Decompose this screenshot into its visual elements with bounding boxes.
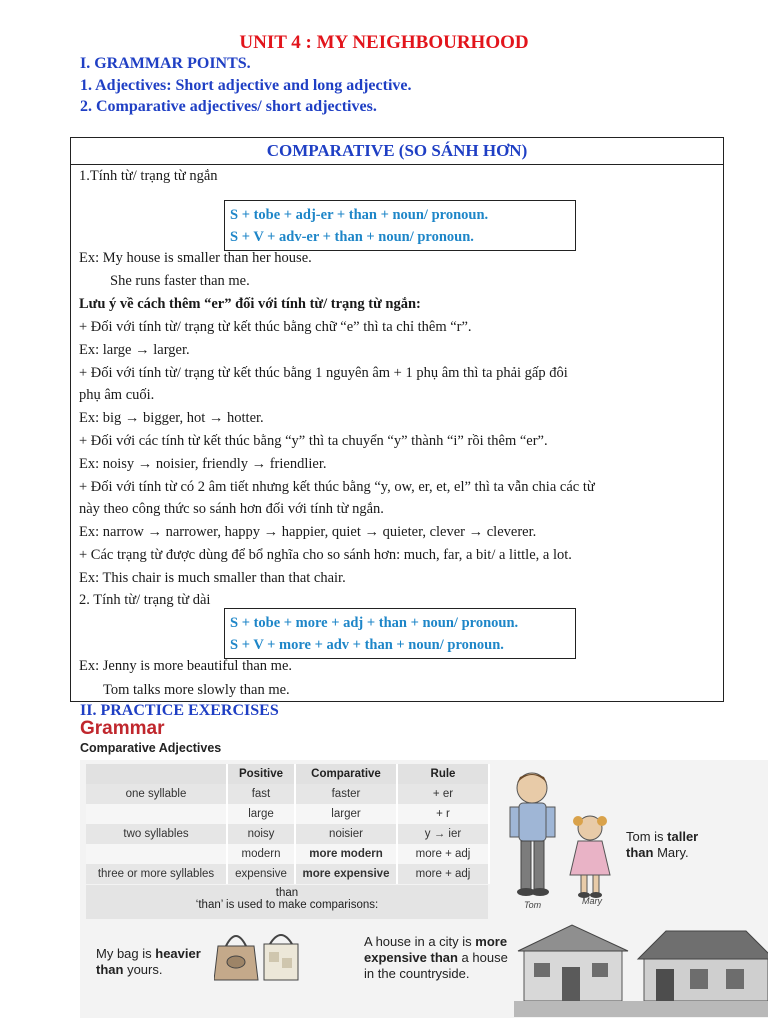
table-cell: + er — [397, 784, 489, 804]
table-row — [86, 804, 489, 824]
box-line: 1.Tính từ/ trạng từ ngắn — [79, 168, 218, 184]
house-caption — [364, 934, 508, 982]
table-cell: more modern — [295, 844, 397, 864]
comparative-heading: COMPARATIVE (SO SÁNH HƠN) — [71, 138, 723, 165]
table-row — [86, 784, 489, 804]
box-line: + Đối với tính từ/ trạng từ kết thúc bằng chữ “e” thì ta chỉ thêm “r”. — [79, 319, 472, 335]
than-note-row — [86, 885, 488, 919]
caption-text: Mary. — [653, 845, 689, 860]
table-cell: faster — [295, 784, 397, 804]
mary-label: Mary — [582, 896, 602, 906]
table-header: Rule — [397, 764, 489, 784]
formula-line: S + tobe + more + adj + than + noun/ pronoun. — [230, 615, 519, 631]
table-cell: one syllable — [86, 784, 227, 804]
caption-bold: heavier — [155, 946, 201, 961]
table-cell: large — [227, 804, 295, 824]
box-line: Ex: This chair is much smaller than that chair. — [79, 570, 346, 586]
table-cell: more + adj — [397, 844, 489, 864]
formula-line: S + V + adv-er + than + noun/ pronoun. — [230, 229, 474, 245]
table-row — [86, 864, 489, 884]
bag-caption — [96, 946, 201, 978]
table-header — [86, 764, 227, 784]
houses-illustration — [514, 917, 768, 1017]
caption-bold: than — [96, 962, 124, 977]
long-formula — [224, 608, 576, 659]
comparative-box — [70, 137, 724, 702]
box-line: Ex: noisy → noisier, friendly → friendlier. — [79, 456, 327, 472]
table-cell: y → ier — [397, 824, 489, 844]
box-line: Ex: My house is smaller than her house. — [79, 250, 312, 266]
point-comparatives: 2. Comparative adjectives/ short adjectives. — [80, 98, 377, 115]
table-cell — [86, 804, 227, 824]
table-cell: fast — [227, 784, 295, 804]
box-note-heading: Lưu ý về cách thêm “er” đối với tính từ/ trạng từ ngắn: — [79, 296, 421, 312]
caption-bold: than — [626, 845, 654, 860]
table-cell: noisy — [227, 824, 295, 844]
box-line: phụ âm cuối. — [79, 387, 155, 403]
table-cell: noisier — [295, 824, 397, 844]
table-cell: more + adj — [397, 864, 489, 884]
grammar-subtitle: Comparative Adjectives — [80, 741, 222, 755]
table-cell — [86, 844, 227, 864]
page-title: UNIT 4 : MY NEIGHBOURHOOD — [239, 32, 529, 53]
section-practice: II. PRACTICE EXERCISES — [80, 702, 279, 719]
tom-label: Tom — [524, 900, 542, 910]
formula-line: S + tobe + adj-er + than + noun/ pronoun. — [230, 207, 489, 223]
box-line: Ex: big → bigger, hot → hotter. — [79, 410, 264, 426]
caption-text: yours. — [123, 962, 163, 977]
caption-text: Tom is — [626, 829, 668, 844]
section-grammar-points: I. GRAMMAR POINTS. — [80, 55, 251, 72]
caption-bold: taller — [667, 829, 699, 844]
formula-line: S + V + more + adv + than + noun/ pronoun. — [230, 637, 504, 653]
bags-illustration — [214, 922, 304, 984]
grammar-title: Grammar — [80, 718, 165, 739]
caption-text: in the countryside. — [364, 966, 470, 981]
table-cell: two syllables — [86, 824, 227, 844]
table-cell: + r — [397, 804, 489, 824]
point-adjectives: 1. Adjectives: Short adjective and long adjective. — [80, 77, 412, 94]
caption-text: My bag is — [96, 946, 156, 961]
than-word: than — [275, 887, 299, 899]
table-cell: three or more syllables — [86, 864, 227, 884]
than-note: ‘than’ is used to make comparisons: — [195, 899, 379, 911]
table-header: Positive — [227, 764, 295, 784]
caption-text: a house — [457, 950, 508, 965]
comparative-table — [86, 764, 490, 884]
table-cell: modern — [227, 844, 295, 864]
table-row — [86, 844, 489, 864]
caption-bold: expensive than — [364, 950, 458, 965]
box-line: + Các trạng từ được dùng để bổ nghĩa cho so sánh hơn: much, far, a bit/ a little, a lot. — [79, 547, 572, 563]
table-cell: larger — [295, 804, 397, 824]
box-line: 2. Tính từ/ trạng từ dài — [79, 592, 211, 608]
box-line: + Đối với tính từ/ trạng từ kết thúc bằng 1 nguyên âm + 1 phụ âm thì ta phải gấp đôi — [79, 365, 568, 381]
box-line: này theo công thức so sánh hơn đối với tính từ ngắn. — [79, 501, 384, 517]
caption-text: A house in a city is — [364, 934, 476, 949]
box-line: Tom talks more slowly than me. — [103, 682, 290, 698]
box-line: Ex: narrow → narrower, happy → happier, quiet → quieter, clever → cleverer. — [79, 524, 537, 540]
table-header: Comparative — [295, 764, 397, 784]
caption-bold: more — [475, 934, 508, 949]
tom-caption — [626, 829, 698, 861]
box-line: Ex: Jenny is more beautiful than me. — [79, 658, 293, 674]
table-cell: more expensive — [295, 864, 397, 884]
box-line: + Đối với tính từ có 2 âm tiết nhưng kết thúc bằng “y, ow, er, et, el” thì ta vẫn chia các từ — [79, 479, 595, 495]
box-line: + Đối với các tính từ kết thúc bằng “y” thì ta chuyển “y” thành “i” rồi thêm “er”. — [79, 433, 548, 449]
short-formula — [224, 200, 576, 251]
table-cell: expensive — [227, 864, 295, 884]
table-row — [86, 824, 489, 844]
box-line: Ex: large → larger. — [79, 342, 190, 358]
box-line: She runs faster than me. — [110, 273, 250, 289]
